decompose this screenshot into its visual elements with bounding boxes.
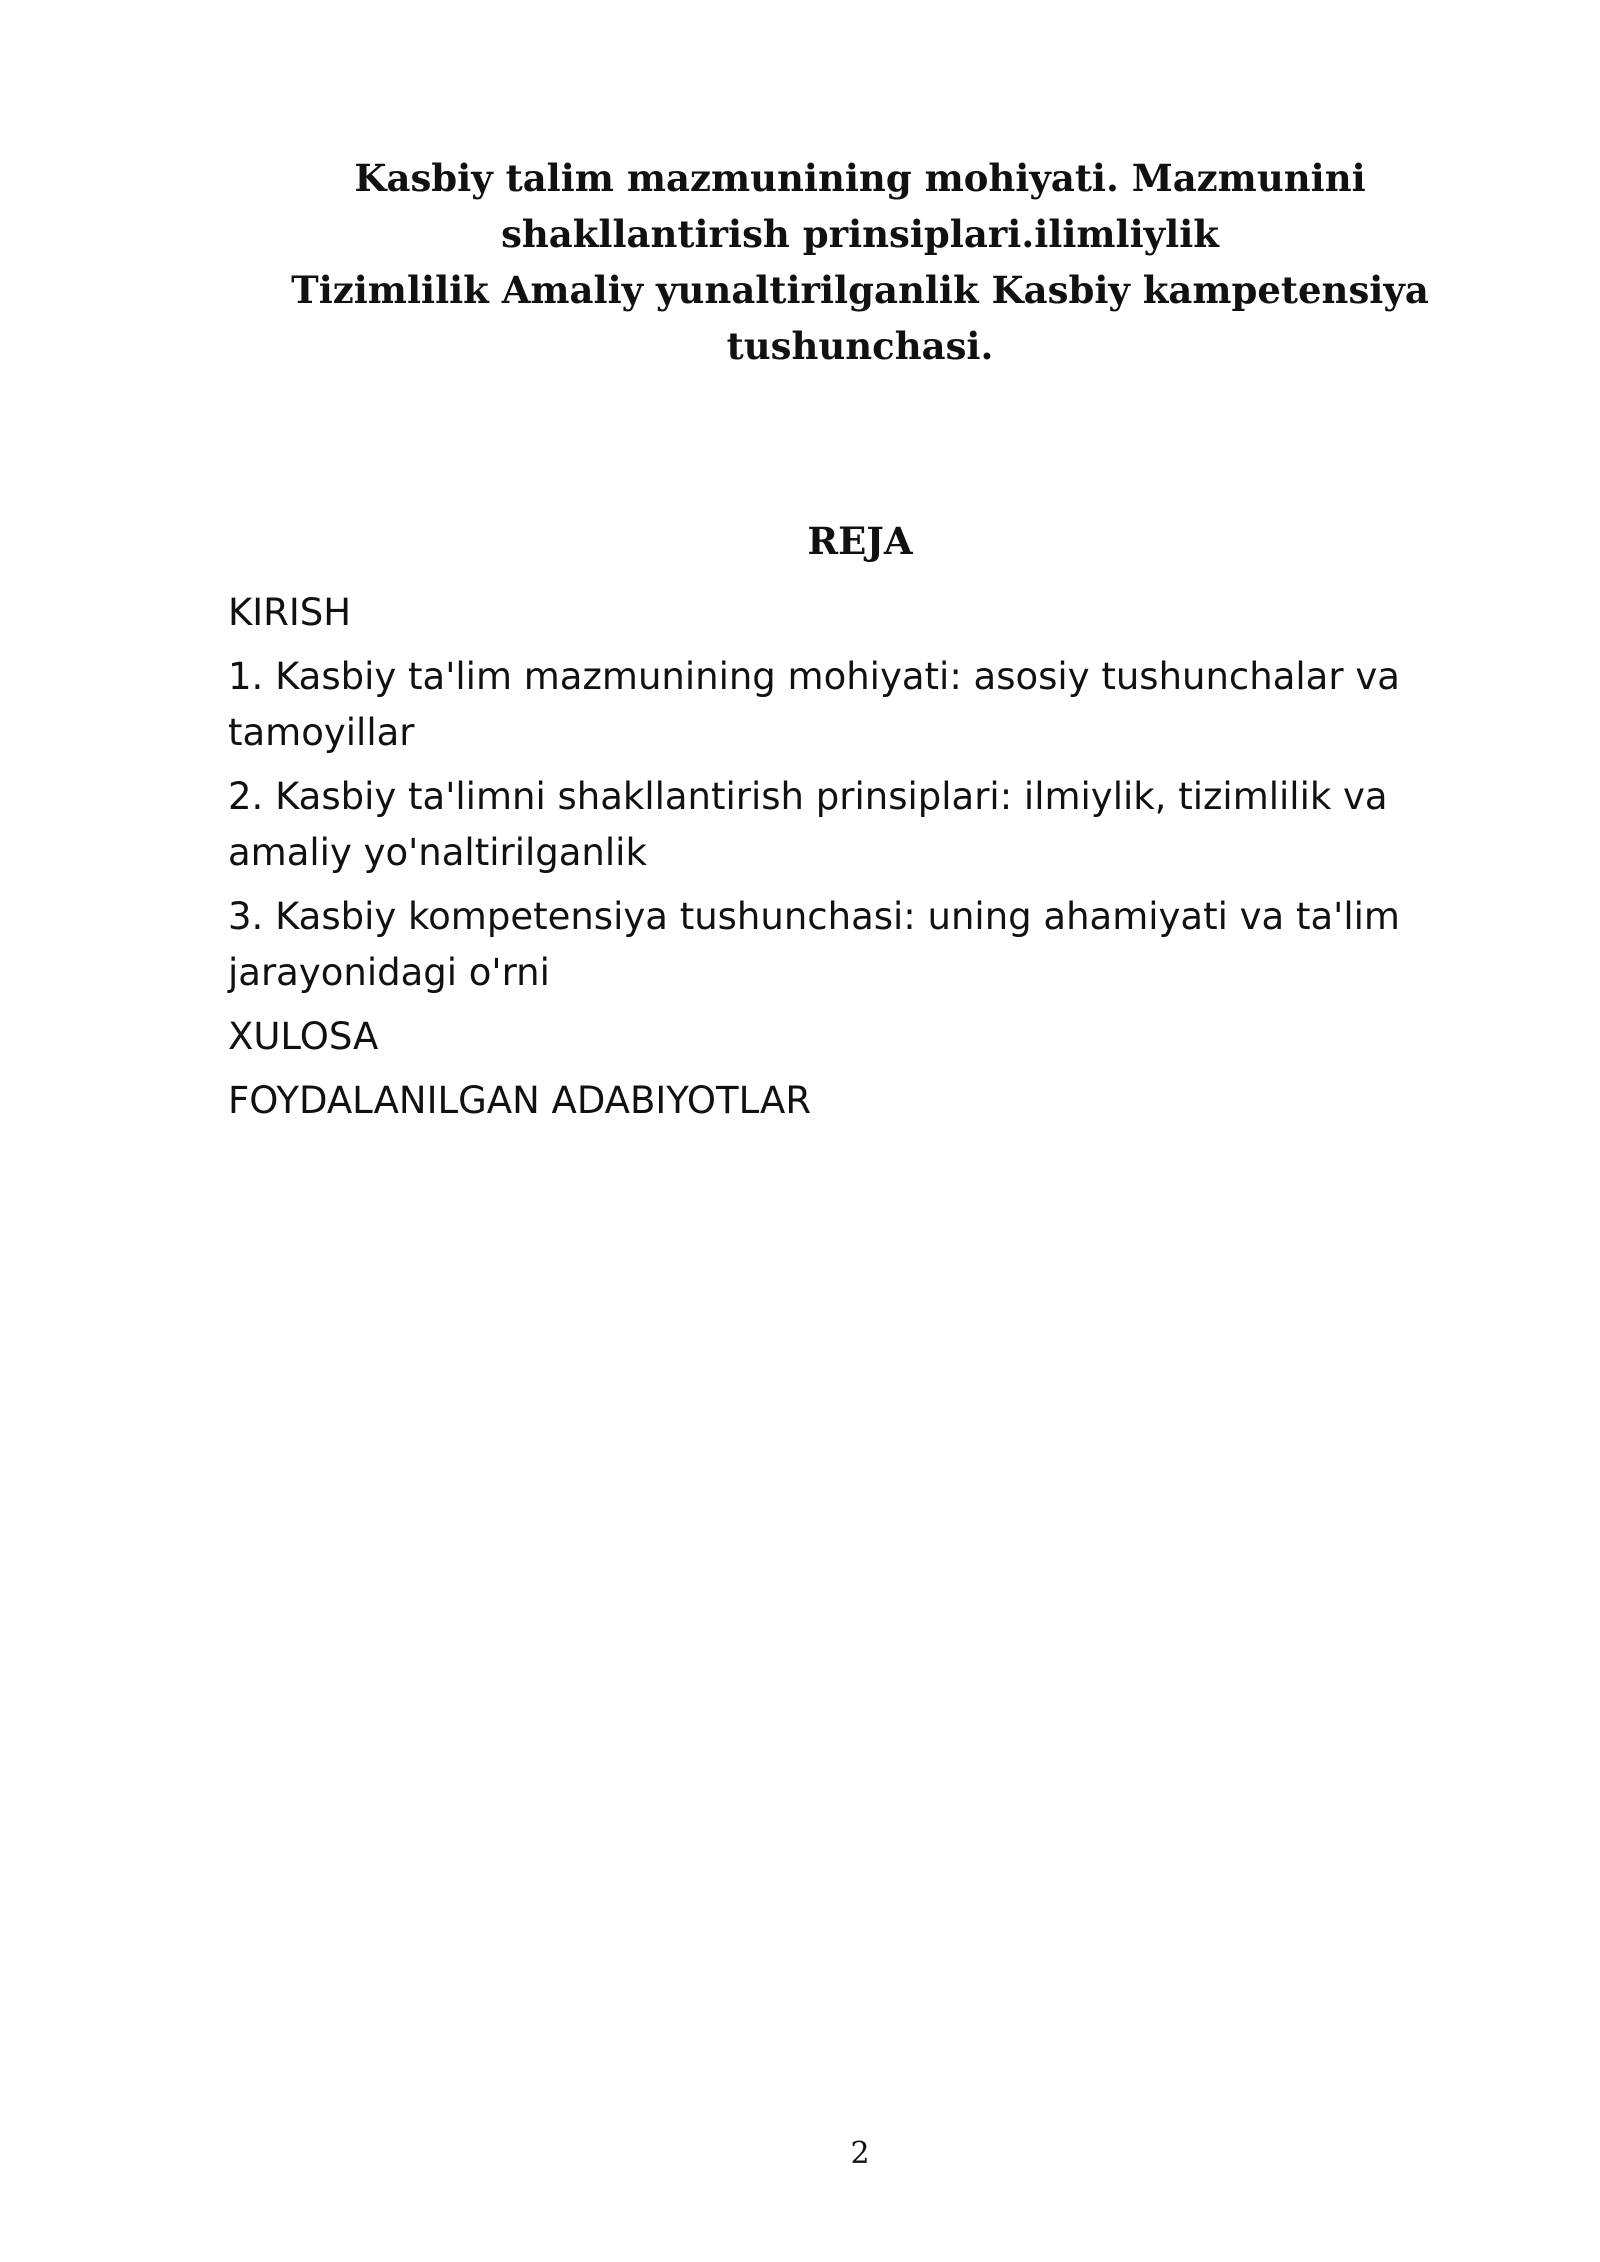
plan-item-conclusion: XULOSA bbox=[228, 1015, 379, 1058]
plan-item-references: FOYDALANILGAN ADABIYOTLAR bbox=[228, 1079, 812, 1122]
title-line: Tizimlilik Amaliy yunaltirilganlik Kasbiy kampetensiya bbox=[291, 268, 1429, 312]
plan-item-3: 3. Kasbiy kompetensiya tushunchasi: uning ahamiyati va ta'lim jarayonidagi o'rni bbox=[228, 895, 1400, 994]
title-line: shakllantirish prinsiplari.ilimliylik bbox=[501, 212, 1219, 256]
title-line: tushunchasi. bbox=[726, 324, 994, 368]
document-title bbox=[230, 150, 1490, 374]
title-line: Kasbiy talim mazmunining mohiyati. Mazmunini bbox=[354, 156, 1366, 200]
plan-item-introduction: KIRISH bbox=[228, 591, 352, 634]
plan-list bbox=[228, 585, 1518, 1137]
plan-heading: REJA bbox=[807, 519, 913, 563]
page-number: 2 bbox=[850, 2136, 870, 2171]
plan-item-2: 2. Kasbiy ta'limni shakllantirish prinsiplari: ilmiylik, tizimlilik va amaliy yo'naltirilganlik bbox=[228, 775, 1388, 874]
plan-item-1: 1. Kasbiy ta'lim mazmunining mohiyati: asosiy tushunchalar va tamoyillar bbox=[228, 655, 1400, 754]
